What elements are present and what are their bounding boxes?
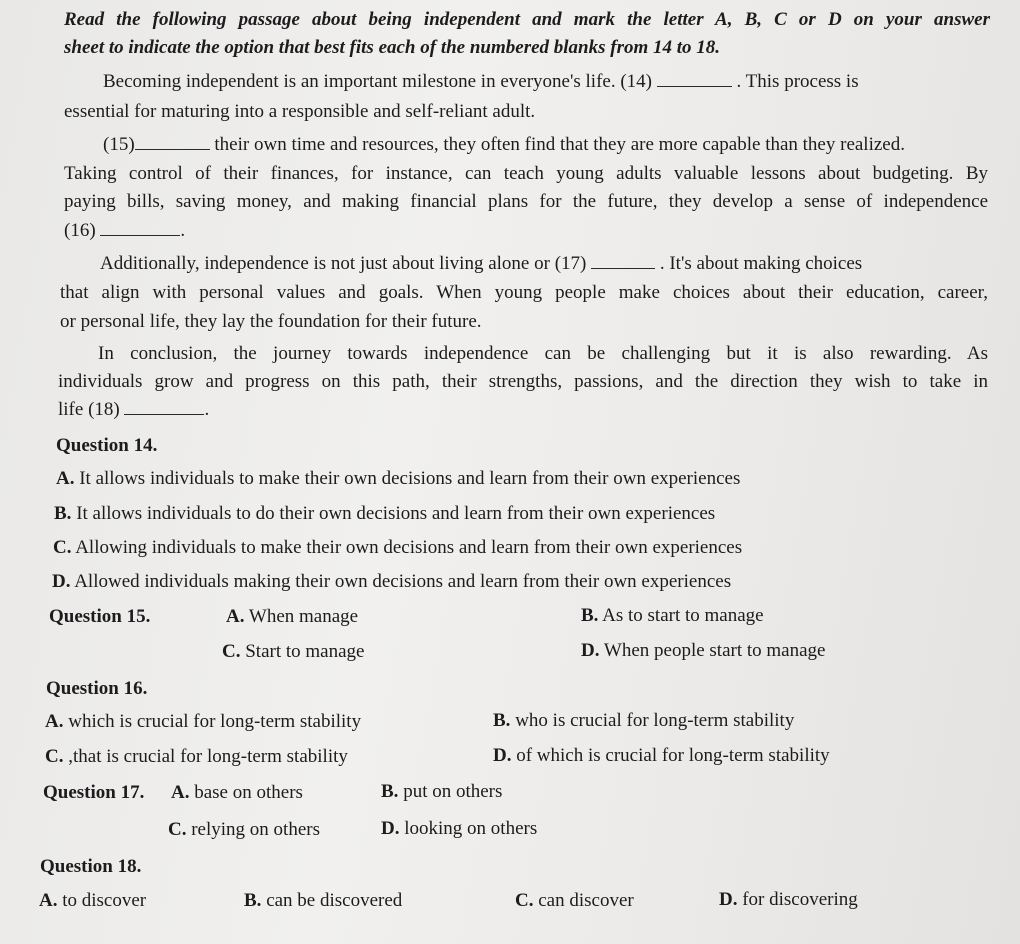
q14-option-c-letter: C. [53,537,72,558]
passage-p2-line-4 [64,219,185,243]
q17-option-a-letter: A. [171,782,190,803]
blank-15-number: (15) [103,134,135,155]
q16-option-a[interactable] [45,710,361,734]
q18-option-b-letter: B. [244,890,262,911]
p2-text-end: . [180,220,186,241]
passage-p1-line-1 [103,70,859,94]
q18-option-b-text: can be discovered [266,890,403,911]
q16-option-d[interactable] [493,744,830,768]
q14-option-c-text: Allowing individuals to make their own decisions and learn from their own experiences [75,537,743,558]
q14-option-a-letter: A. [56,468,75,489]
q16-option-b[interactable] [493,709,794,733]
p1-text-end: . This process is [736,71,859,92]
q14-option-d[interactable] [52,570,731,594]
q18-option-c-text: can discover [538,890,634,911]
q18-option-b[interactable] [244,889,402,913]
q17-option-a[interactable] [171,781,303,805]
q16-option-d-text: of which is crucial for long-term stability [516,745,830,766]
p1-text-start: Becoming independent is an important milestone in everyone's life. [103,71,616,92]
q14-option-c[interactable] [53,536,742,560]
q15-option-c[interactable] [222,640,364,664]
q16-option-b-letter: B. [493,710,511,731]
q17-option-c[interactable] [168,818,320,842]
p4-text-end: . [204,399,210,420]
q14-option-d-letter: D. [52,571,71,592]
q16-option-c-letter: C. [45,746,64,767]
p3-text-end: . It's about making choices [659,253,863,274]
q17-option-c-letter: C. [168,819,187,840]
q16-option-c[interactable] [45,745,348,769]
question-16-title: Question 16. [46,678,148,699]
q16-option-c-text: ,that is crucial for long-term stability [68,746,348,767]
q18-option-d-text: for discovering [742,889,858,910]
q18-option-d-letter: D. [719,889,738,910]
q18-option-d[interactable] [719,888,858,912]
blank-15[interactable] [135,135,210,150]
q15-option-d[interactable] [581,639,826,663]
q15-option-d-text: When people start to manage [603,640,826,661]
q15-option-c-text: Start to manage [245,641,365,662]
q17-option-d-letter: D. [381,818,400,839]
blank-16-number: (16) [64,220,96,241]
instructions-line-2: sheet to indicate the option that best fits each of the numbered blanks from 14 to 18. [64,37,721,58]
q15-option-a[interactable] [226,605,358,629]
q15-option-d-letter: D. [581,640,600,661]
q15-option-a-text: When manage [248,606,359,627]
question-14-title: Question 14. [56,435,158,456]
q18-option-c[interactable] [515,889,634,913]
q14-option-b-text: It allows individuals to do their own decisions and learn from their own experiences [76,503,716,524]
blank-14[interactable] [657,72,732,87]
q15-option-a-letter: A. [226,606,245,627]
question-15-title: Question 15. [49,606,151,627]
q17-row-1 [43,781,144,805]
q17-option-d[interactable] [381,817,537,841]
q15-option-b-letter: B. [581,605,599,626]
q17-option-b[interactable] [381,780,502,804]
q17-option-c-text: relying on others [191,819,320,840]
passage-p2-line-1 [103,133,905,157]
passage-p3-line-1 [100,252,862,276]
blank-14-number: (14) [620,71,653,92]
q18-option-c-letter: C. [515,890,534,911]
q14-option-d-text: Allowed individuals making their own decisions and learn from their own experiences [74,571,732,592]
q16-option-a-text: which is crucial for long-term stability [68,711,362,732]
blank-18-number: (18) [88,399,120,420]
q16-option-d-letter: D. [493,745,512,766]
passage-p3-line-3: or personal life, they lay the foundation for their future. [60,311,482,332]
passage-p4-line-3 [58,398,209,422]
passage-p1-line-2: essential for maturing into a responsible and self-reliant adult. [64,101,536,122]
q14-option-a-text: It allows individuals to make their own decisions and learn from their own experiences [79,468,741,489]
blank-16[interactable] [100,221,180,236]
q14-option-a[interactable] [56,467,740,491]
q18-option-a-text: to discover [62,890,147,911]
q15-option-b-text: As to start to manage [602,605,764,626]
blank-17[interactable] [591,254,655,269]
blank-18[interactable] [124,400,204,415]
passage-p2-line-3: paying bills, saving money, and making financial plans for the future, they develop a sense of independence [64,191,988,212]
q18-option-a[interactable] [39,889,146,913]
p3-text-start: Additionally, independence is not just about living alone or [100,253,550,274]
passage-p4-line-2: individuals grow and progress on this path, their strengths, passions, and the direction they wish to take in [58,371,988,392]
passage-p2-line-2: Taking control of their finances, for instance, can teach young adults valuable lessons about budgeting. By [64,163,988,184]
passage-p4-line-1: In conclusion, the journey towards independence can be challenging but it is also rewarding. As [98,343,988,364]
q16-option-a-letter: A. [45,711,64,732]
q18-option-a-letter: A. [39,890,58,911]
q14-option-b[interactable] [54,502,715,526]
q17-option-a-text: base on others [194,782,303,803]
q17-option-b-text: put on others [403,781,503,802]
passage-p3-line-2: that align with personal values and goals. When young people make choices about their education, career, [60,282,988,303]
q15-option-b[interactable] [581,604,764,628]
q14-option-b-letter: B. [54,503,72,524]
q15-option-c-letter: C. [222,641,241,662]
q17-option-b-letter: B. [381,781,399,802]
instructions-line-1: Read the following passage about being independent and mark the letter A, B, C or D on your answer [64,9,990,30]
q16-option-b-text: who is crucial for long-term stability [515,710,795,731]
q17-option-d-text: looking on others [404,818,538,839]
p2-text-1: their own time and resources, they often find that they are more capable than they realized. [214,134,905,155]
blank-17-number: (17) [554,253,587,274]
question-18-title: Question 18. [40,856,142,877]
p4-text-start: life [58,399,84,420]
question-17-title: Question 17. [43,782,145,803]
